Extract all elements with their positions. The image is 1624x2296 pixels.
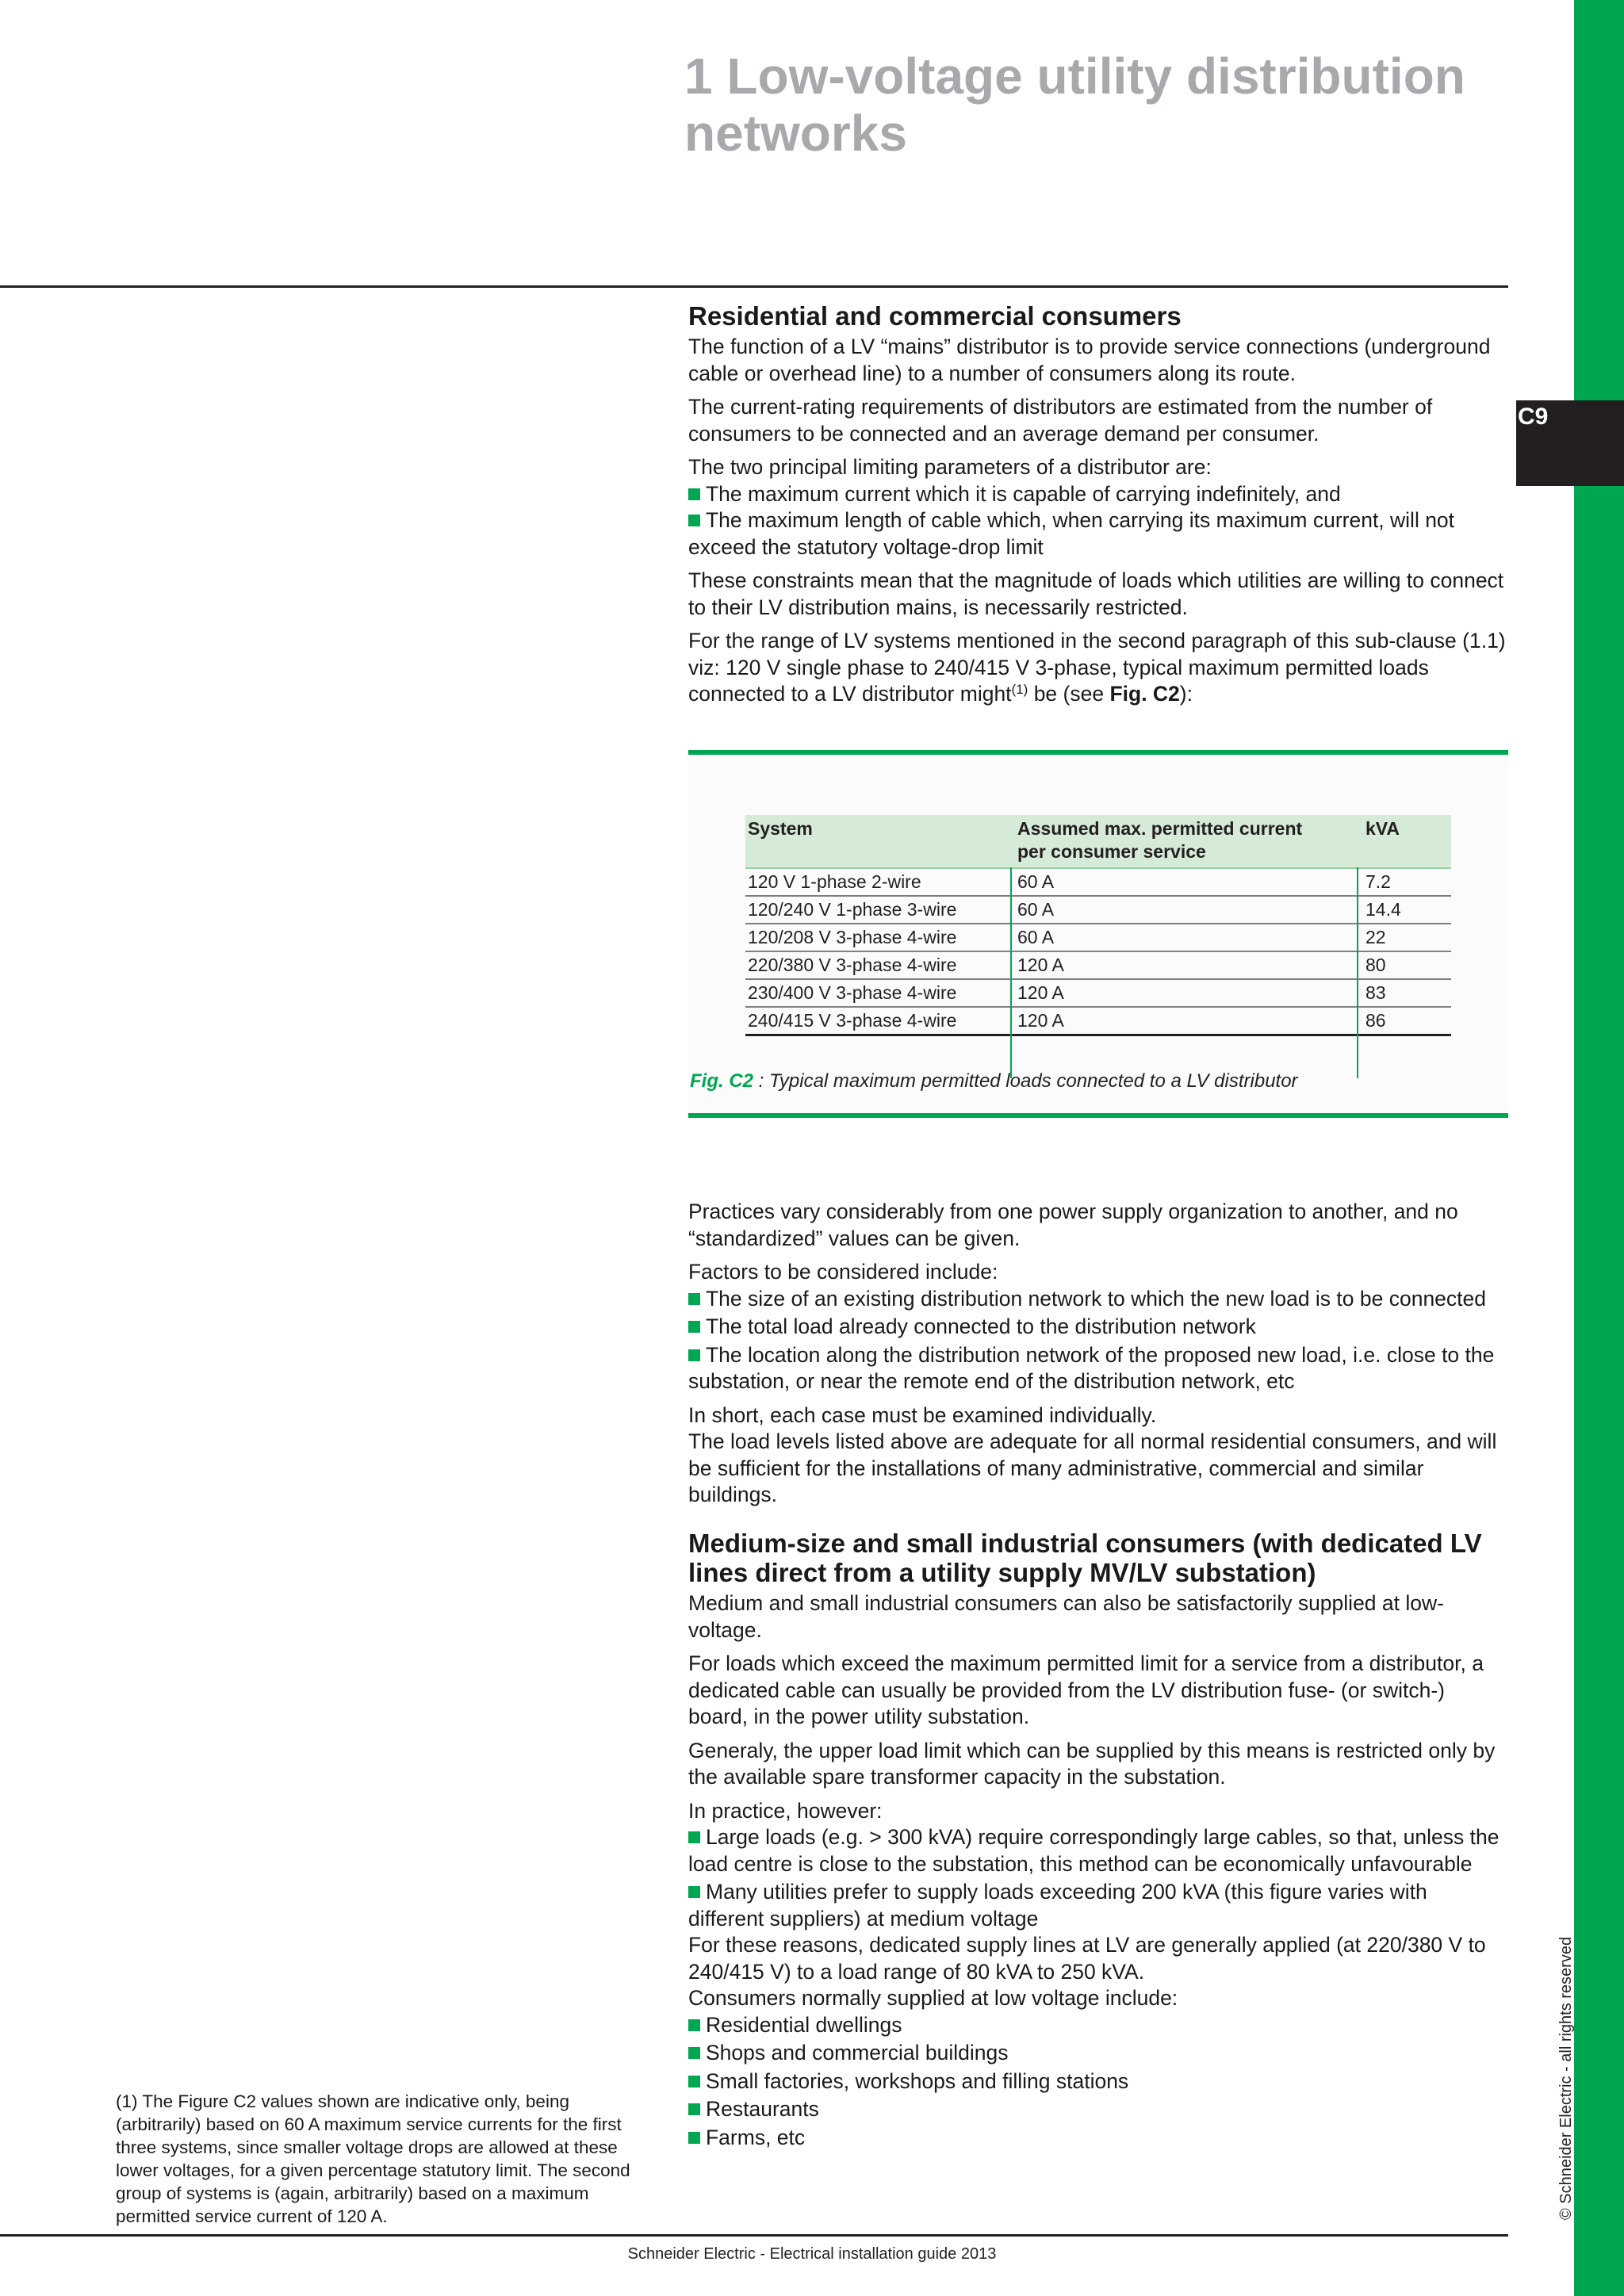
paragraph: The load levels listed above are adequate for all normal residential consumers, and will be sufficient for the installations of many administrative, commercial and similar buildings.: [688, 1429, 1497, 1506]
table-row: 220/380 V 3-phase 4-wire 120 A 80: [745, 952, 1451, 980]
figure-top-rule: [688, 750, 1508, 755]
bullet-icon: [688, 2132, 700, 2144]
column-divider: [1010, 867, 1012, 1078]
paragraph: These constraints mean that the magnitude of loads which utilities are willing to connect to their LV distribution mains, is necessarily restricted.: [688, 568, 1504, 619]
table-row: 120 V 1-phase 2-wire 60 A 7.2: [745, 869, 1451, 897]
bullet-icon: [688, 1831, 700, 1843]
section-practices: [688, 1199, 1508, 1516]
column-divider: [1357, 867, 1358, 1078]
paragraph: For these reasons, dedicated supply lines at LV are generally applied (at 220/380 V to 240/415 V) to a load range of 80 kVA to 250 kVA.: [688, 1933, 1486, 1984]
bullet-icon: [688, 1321, 700, 1333]
list-item: The location along the distribution network of the proposed new load, i.e. close to the substation, or near the remote end of the distribution network, etc: [688, 1342, 1495, 1393]
list-item: Large loads (e.g. > 300 kVA) require correspondingly large cables, so that, unless the load centre is close to the substation, this method can be economically unfavourable: [688, 1825, 1500, 1876]
figure-caption: Fig. C2 : Typical maximum permitted loads connected to a LV distributor: [690, 1070, 1298, 1092]
paragraph: Medium and small industrial consumers can also be satisfactorily supplied at low-voltage.: [688, 1591, 1444, 1642]
table-header: [745, 815, 1451, 869]
table-row: 120/240 V 1-phase 3-wire 60 A 14.4: [745, 897, 1451, 924]
header-kva: kVA: [1365, 818, 1400, 839]
list-item: Restaurants: [688, 2096, 1508, 2123]
paragraph: Practices vary considerably from one power supply organization to another, and no “standardized” values can be given.: [688, 1200, 1458, 1250]
chapter-title: 1 Low-voltage utility distribution networks: [684, 48, 1465, 162]
footnote-ref: (1): [1011, 682, 1028, 697]
list-item: Residential dwellings: [688, 2012, 1508, 2039]
paragraph: The current-rating requirements of distributors are estimated from the number of consumers to be connected and an average demand per consumer.: [688, 395, 1433, 446]
list-item: Shops and commercial buildings: [688, 2040, 1508, 2067]
table-row: 120/208 V 3-phase 4-wire 60 A 22: [745, 924, 1451, 952]
list-item: The size of an existing distribution network to which the new load is to be connected: [688, 1286, 1508, 1313]
section-heading: Medium-size and small industrial consumers (with dedicated LV lines direct from a utility supply MV/LV substation): [688, 1529, 1482, 1587]
paragraph: The function of a LV “mains” distributor is to provide service connections (underground cable or overhead line) to a number of consumers along its route.: [688, 335, 1491, 385]
section-heading: Residential and commercial consumers: [688, 301, 1182, 331]
bullet-icon: [688, 2103, 700, 2115]
section-residential: [688, 301, 1508, 715]
page-footer: Schneider Electric - Electrical installation guide 2013: [627, 2245, 997, 2263]
side-color-bar: [1574, 0, 1624, 2296]
page-number-tab: [1516, 400, 1624, 486]
bullet-icon: [688, 2076, 700, 2087]
list-item: Small factories, workshops and filling stations: [688, 2068, 1508, 2095]
paragraph: The two principal limiting parameters of a distributor are:: [688, 455, 1212, 479]
section-industrial: [688, 1529, 1508, 2151]
header-current: Assumed max. permitted current per consumer service: [1017, 818, 1303, 862]
list-item: The total load already connected to the distribution network: [688, 1314, 1508, 1341]
footnote: (1) The Figure C2 values shown are indicative only, being (arbitrarily) based on 60 A maximum service currents for the first three systems, since smaller voltage drops are allowed at these lower voltages, for a given percentage statutory limit. The second group of systems is (again, arbitrarily) based on a maximum permitted service current of 120 A.: [116, 2091, 630, 2226]
bullet-icon: [688, 1293, 700, 1305]
bullet-icon: [688, 2047, 700, 2059]
list-item: Many utilities prefer to supply loads exceeding 200 kVA (this figure varies with different suppliers) at medium voltage: [688, 1880, 1427, 1931]
bullet-icon: [688, 515, 700, 526]
list-item: Farms, etc: [688, 2125, 1508, 2152]
figure-bottom-rule: [688, 1113, 1508, 1118]
figure-table: [745, 815, 1451, 1036]
table-row: 240/415 V 3-phase 4-wire 120 A 86: [745, 1008, 1451, 1036]
figure-reference: Fig. C2: [1109, 682, 1180, 706]
list-item: The maximum length of cable which, when carrying its maximum current, will not exceed the statutory voltage-drop limit: [688, 508, 1455, 559]
bullet-icon: [688, 2019, 700, 2031]
copyright-notice: © Schneider Electric - all rights reserved: [1557, 1936, 1575, 2220]
paragraph: Factors to be considered include:: [688, 1260, 998, 1284]
figure-label: Fig. C2: [690, 1070, 754, 1092]
header-divider: [0, 285, 1508, 288]
page-number: C9: [1518, 404, 1549, 430]
paragraph: Consumers normally supplied at low voltage include:: [688, 1986, 1178, 2010]
table-row: 230/400 V 3-phase 4-wire 120 A 83: [745, 980, 1451, 1008]
bullet-icon: [688, 488, 700, 500]
list-item: The maximum current which it is capable of carrying indefinitely, and: [688, 481, 1508, 508]
bullet-icon: [688, 1886, 700, 1898]
paragraph: For loads which exceed the maximum permitted limit for a service from a distributor, a dedicated cable can usually be provided from the LV distribution fuse- (or switch-) board, in the power utility substation.: [688, 1651, 1484, 1728]
footer-divider: [0, 2234, 1508, 2237]
paragraph: In practice, however:: [688, 1798, 883, 1823]
paragraph: Generaly, the upper load limit which can be supplied by this means is restricted only by the available spare transformer capacity in the substation.: [688, 1738, 1496, 1789]
header-system: System: [748, 818, 813, 839]
bullet-icon: [688, 1349, 700, 1361]
paragraph: In short, each case must be examined individually.: [688, 1402, 1157, 1427]
paragraph: For the range of LV systems mentioned in the second paragraph of this sub-clause (1.1) viz: 120 V single phase to 240/415 V 3-phase, typical maximum permitted loads connected to a LV distributor might$^{(1)}$ be (see Fig. C2):: [688, 629, 1506, 706]
